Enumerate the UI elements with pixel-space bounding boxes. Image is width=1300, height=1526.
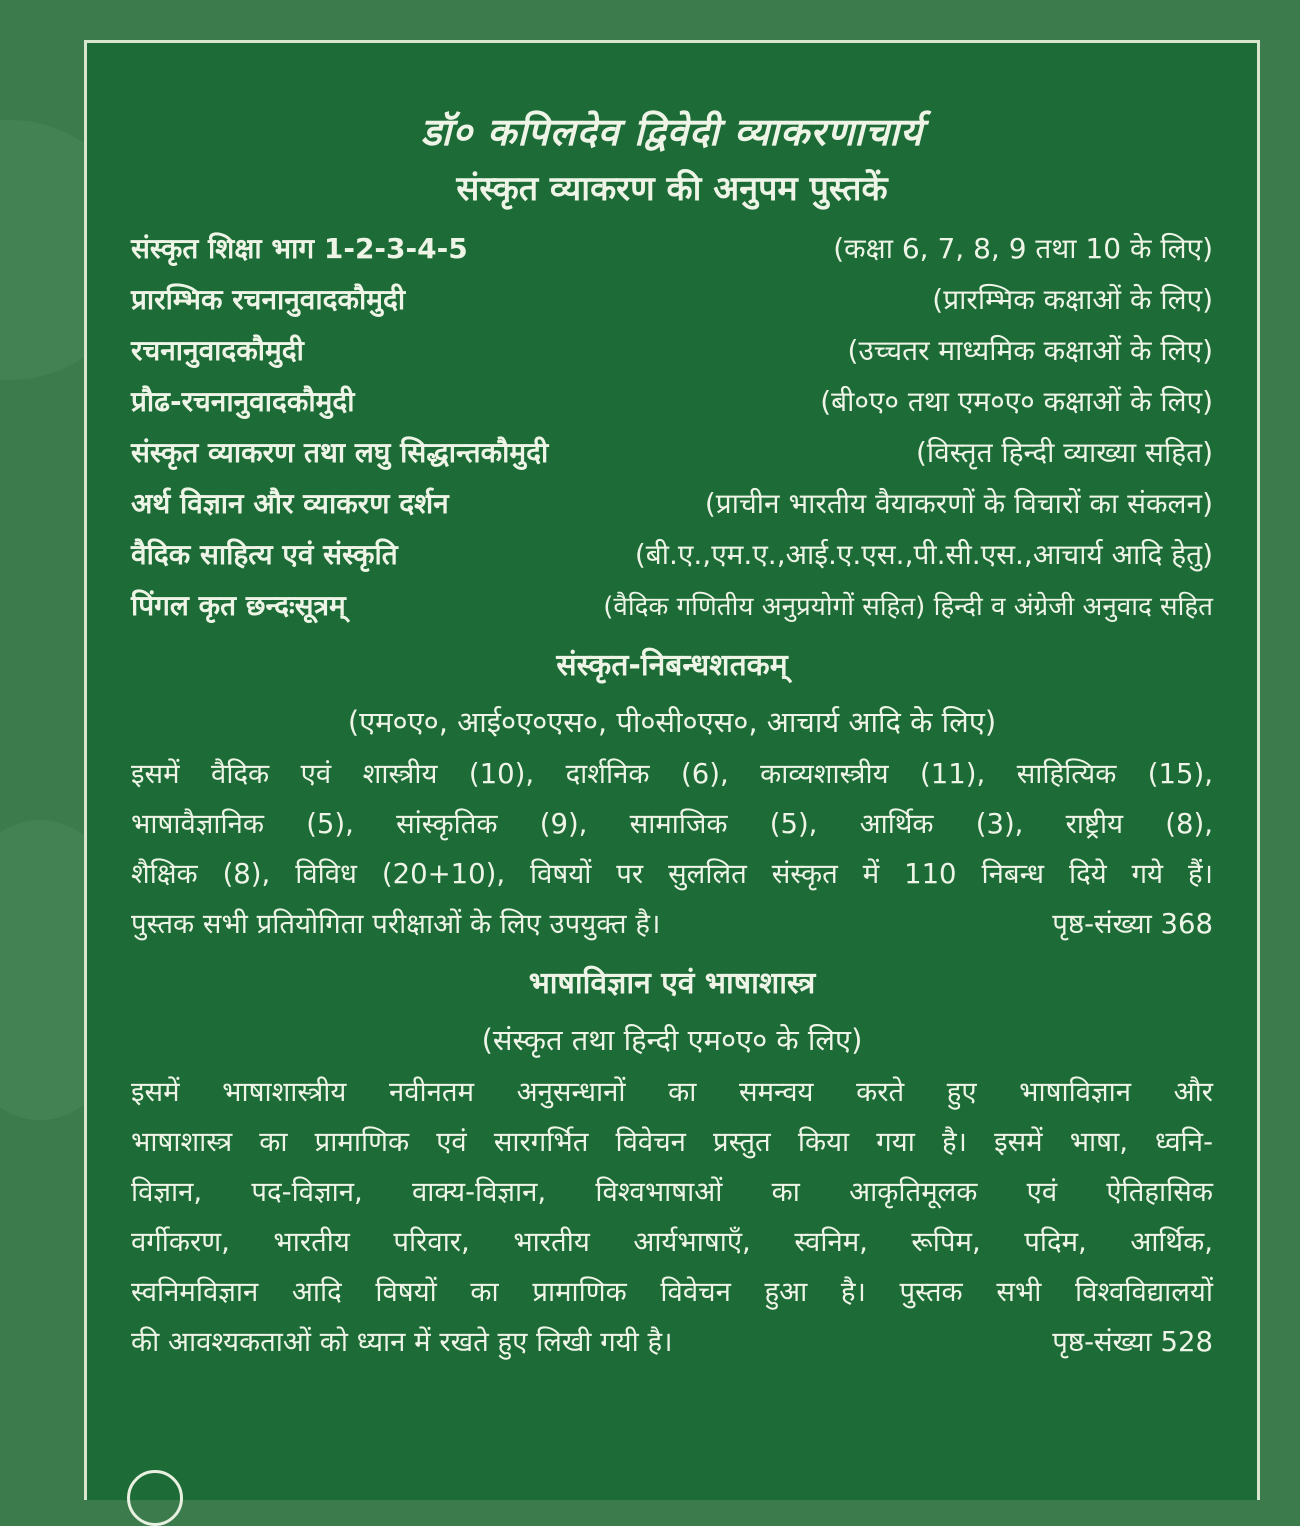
book-note: (प्राचीन भारतीय वैयाकरणों के विचारों का संकलन) <box>704 487 1213 520</box>
book-row <box>131 274 1213 325</box>
book-note: (प्रारम्भिक कक्षाओं के लिए) <box>932 283 1213 316</box>
book-row <box>131 223 1213 274</box>
book-title: रचनानुवादकौमुदी <box>131 334 304 367</box>
book-row <box>131 580 1213 631</box>
book-title: प्रारम्भिक रचनानुवादकौमुदी <box>131 283 406 316</box>
section-title-bhashavigyan: भाषाविज्ञान एवं भाषाशास्त्र <box>528 966 816 1001</box>
book-row <box>131 478 1213 529</box>
section-subtitle-bhashavigyan: (संस्कृत तथा हिन्दी एम०ए० के लिए) <box>481 1023 863 1057</box>
catalog-subtitle: संस्कृत व्याकरण की अनुपम पुस्तकें <box>456 169 888 209</box>
book-title: अर्थ विज्ञान और व्याकरण दर्शन <box>131 487 449 520</box>
book-note: (उच्चतर माध्यमिक कक्षाओं के लिए) <box>847 334 1213 367</box>
book-note: (वैदिक गणितीय अनुप्रयोगों सहित) हिन्दी व अंग्रेजी अनुवाद सहित <box>603 592 1213 622</box>
description-line: शैक्षिक (8), विविध (20+10), विषयों पर सुललित संस्कृत में 110 निबन्ध दिये गये हैं। <box>131 858 1213 890</box>
page-count: पृष्ठ-संख्या 368 <box>1052 908 1213 940</box>
book-note: (विस्तृत हिन्दी व्याख्या सहित) <box>915 436 1213 469</box>
publisher-emblem-icon <box>127 1470 183 1526</box>
description-last-line <box>131 899 1213 949</box>
book-title: पिंगल कृत छन्दःसूत्रम् <box>131 589 346 622</box>
book-row <box>131 376 1213 427</box>
book-note: (कक्षा 6, 7, 8, 9 तथा 10 के लिए) <box>833 232 1213 265</box>
book-title: संस्कृत शिक्षा भाग 1-2-3-4-5 <box>131 232 468 265</box>
page-count: पृष्ठ-संख्या 528 <box>1052 1326 1213 1358</box>
book-title: प्रौढ-रचनानुवादकौमुदी <box>131 385 355 418</box>
book-title: वैदिक साहित्य एवं संस्कृति <box>131 538 398 571</box>
description-line: विज्ञान, पद-विज्ञान, वाक्य-विज्ञान, विश्वभाषाओं का आकृतिमूलक एवं ऐतिहासिक <box>131 1176 1213 1208</box>
book-row <box>131 427 1213 478</box>
book-title: संस्कृत व्याकरण तथा लघु सिद्धान्तकौमुदी <box>131 436 549 469</box>
book-note: (बी०ए० तथा एम०ए० कक्षाओं के लिए) <box>820 385 1213 418</box>
description-line: की आवश्यकताओं को ध्यान में रखते हुए लिखी गयी है। <box>131 1326 673 1358</box>
author-title: डॉ० कपिलदेव द्विवेदी व्याकरणाचार्य <box>420 110 924 154</box>
description-line: भाषाशास्त्र का प्रामाणिक एवं सारगर्भित विवेचन प्रस्तुत किया गया है। इसमें भाषा, ध्वनि- <box>131 1126 1213 1158</box>
book-list-panel <box>84 40 1260 1500</box>
description-line: भाषावैज्ञानिक (5), सांस्कृतिक (9), सामाजिक (5), आर्थिक (3), राष्ट्रीय (8), <box>131 808 1213 840</box>
book-row <box>131 325 1213 376</box>
description-line: इसमें वैदिक एवं शास्त्रीय (10), दार्शनिक (6), काव्यशास्त्रीय (11), साहित्यिक (15), <box>131 758 1213 790</box>
book-row <box>131 529 1213 580</box>
book-note: (बी.ए.,एम.ए.,आई.ए.एस.,पी.सी.एस.,आचार्य आदि हेतु) <box>634 538 1213 571</box>
description-line: पुस्तक सभी प्रतियोगिता परीक्षाओं के लिए उपयुक्त है। <box>131 908 661 940</box>
description-last-line <box>131 1317 1213 1367</box>
description-line: इसमें भाषाशास्त्रीय नवीनतम अनुसन्धानों का समन्वय करते हुए भाषाविज्ञान और <box>131 1076 1213 1108</box>
description-line: स्वनिमविज्ञान आदि विषयों का प्रामाणिक विवेचन हुआ है। पुस्तक सभी विश्वविद्यालयों <box>131 1276 1213 1308</box>
section-title-nibandh: संस्कृत-निबन्धशतकम् <box>556 648 788 683</box>
section-subtitle-nibandh: (एम०ए०, आई०ए०एस०, पी०सी०एस०, आचार्य आदि के लिए) <box>347 705 997 739</box>
description-line: वर्गीकरण, भारतीय परिवार, भारतीय आर्यभाषाएँ, स्वनिम, रूपिम, पदिम, आर्थिक, <box>131 1226 1213 1258</box>
